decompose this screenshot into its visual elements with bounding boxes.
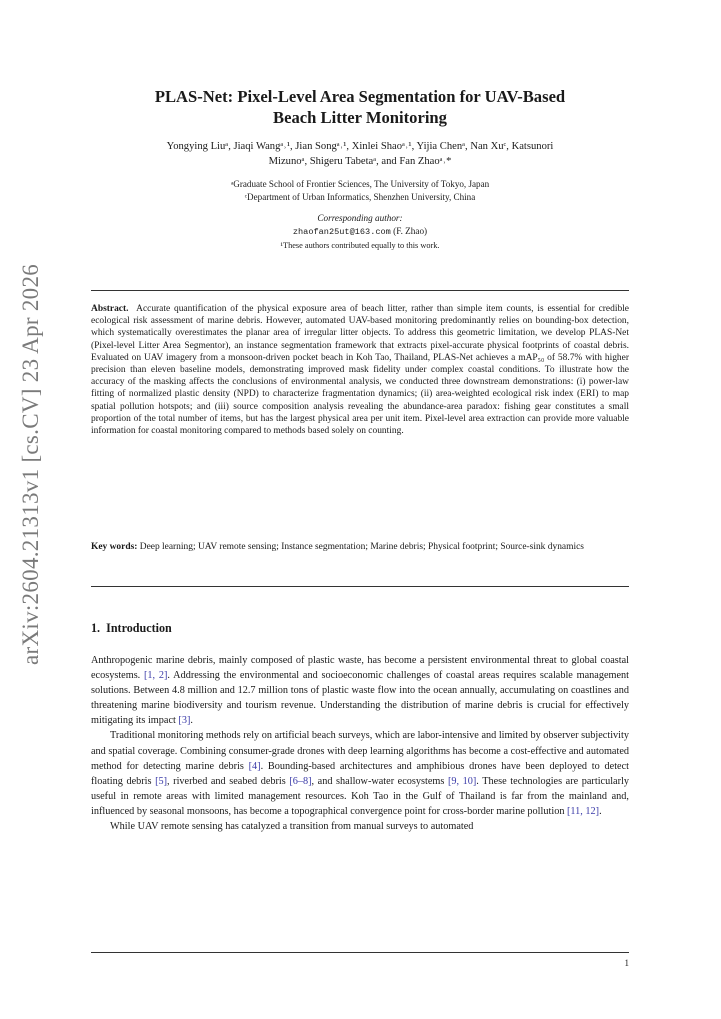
keywords-text: Deep learning; UAV remote sensing; Instance segmentation; Marine debris; Physical footprint; Source-sink dynamics — [139, 542, 584, 552]
title-line-2: Beach Litter Monitoring — [273, 108, 447, 127]
footer-rule — [91, 952, 629, 953]
section-number: 1. — [91, 621, 101, 635]
authors-line-2: Mizunoᵃ, Shigeru Tabetaᵃ, and Fan Zhaoᵃ˒* — [268, 156, 452, 167]
abstract-text: Accurate quantification of the physical exposure area of beach litter, rather than simple item counts, is essential for credible ecological risk assessment of marine debris. However, automated UAV-based monitoring predominantly relies on bounding-box detection, which systematically overestimates the planar area of irregular litter objects. To address this geometric limitation, we develop PLAS-Net (Pixel-level Litter Area Segmentor), an instance segmentation framework that extracts pixel-accurate physical footprints of coastal debris. Evaluated on UAV imagery from a monsoon-driven pocket beach in Koh Tao, Thailand, PLAS-Net achieves a mAP₅₀ of 58.7% with higher precision than eleven baseline models, demonstrating improved mask fidelity under complex coastal conditions. To illustrate how the accuracy of the masking affects the conclusions of environmental analysis, we conducted three downstream demonstrations: (i) power-law fitting of normalized plastic density (NPD) to characterize fragmentation dynamics; (ii) area-weighted ecological risk index (ERI) to map spatial pollution hotspots; and (iii) source composition analysis revealing the abundance-area paradox: fishing gear constitutes a small proportion of the total number of items, but has the largest physical area per unit item. Pixel-level area extraction can provide more valuable information for coastal monitoring compared to methods based solely on counting. — [91, 304, 629, 437]
intro-paragraph-1 — [91, 653, 629, 728]
authors-line-1: Yongying Liuᵃ, Jiaqi Wangᵃ˒¹, Jian Songᵃ˒¹, Xinlei Shaoᵃ˒¹, Yijia Chenᵃ, Nan Xuᶜ, Katsunori — [166, 141, 554, 152]
text-run: . — [190, 715, 193, 727]
author-list — [91, 139, 629, 169]
corresponding-author-line — [91, 225, 629, 239]
affiliation-a: ᵃGraduate School of Frontier Sciences, The University of Tokyo, Japan — [230, 179, 490, 189]
text-run: . Addressing the environmental and socioeconomic challenges of coastal areas requires scalable management solutions. Between 4.8 million and 12.7 million tons of plastic waste flow into the ocean annually, accumulating on coastlines and threatening marine biodiversity and tourism revenue. Understanding the distribution of marine debris is crucial for effectively mitigating its impact — [91, 670, 629, 727]
title-line-1: PLAS-Net: Pixel-Level Area Segmentation for UAV-Based — [154, 87, 566, 106]
abstract — [91, 303, 629, 437]
correspondence-block — [91, 212, 629, 252]
section-heading — [91, 620, 629, 636]
corresponding-name: (F. Zhao) — [390, 226, 428, 236]
introduction-body — [91, 653, 629, 834]
citation-link[interactable]: [5] — [155, 775, 168, 787]
citation-link[interactable]: [1, 2] — [144, 670, 168, 682]
citation-link[interactable]: [11, 12] — [567, 805, 600, 817]
text-run: . These technologies are particularly useful in remote areas with limited management resources. Koh Tao in the Gulf of Thailand is far from the mainland and, influenced by seasonal monsoons, has become a topographical convergence point for cross-border marine pollution — [91, 775, 629, 817]
affiliation-c: ᶜDepartment of Urban Informatics, Shenzhen University, China — [244, 192, 476, 202]
corresponding-email[interactable]: zhaofan25ut@163.com — [292, 227, 391, 237]
citation-link[interactable]: [3] — [178, 715, 191, 727]
page-number: 1 — [624, 958, 629, 968]
intro-paragraph-3: While UAV remote sensing has catalyzed a transition from manual surveys to automated — [110, 821, 474, 833]
section-title: Introduction — [106, 621, 172, 635]
top-rule — [91, 290, 629, 291]
text-run: , riverbed and seabed debris — [167, 775, 290, 787]
equal-contribution-note: ¹These authors contributed equally to this work. — [280, 241, 440, 250]
keywords — [91, 541, 629, 553]
text-run: . — [599, 805, 602, 817]
text-run: , and shallow-water ecosystems — [311, 775, 448, 787]
abstract-label: Abstract. — [91, 304, 129, 314]
text-run: Traditional monitoring methods rely on artificial beach surveys, which are labor-intensive and limited by observer subjectivity and spatial coverage. Combining consumer-grade drones with deep learning algorithms has become a cost-effective and automated method for detecting marine debris — [91, 730, 629, 772]
citation-link[interactable]: [4] — [248, 760, 261, 772]
text-run: Anthropogenic marine debris, mainly composed of plastic waste, has become a persistent environmental threat to global coastal ecosystems. — [91, 655, 629, 682]
citation-link[interactable]: [9, 10] — [447, 775, 477, 787]
corresponding-author-label: Corresponding author: — [317, 213, 403, 223]
arxiv-identifier: arXiv:2604.21313v1 [cs.CV] 23 Apr 2026 — [18, 263, 43, 665]
text-run: . Bounding-based architectures and amphibious drones have been deployed to detect floating debris — [91, 760, 629, 787]
bottom-rule — [91, 586, 629, 587]
paper-title — [91, 86, 629, 128]
citation-link[interactable]: [6–8] — [289, 775, 312, 787]
intro-paragraph-2 — [91, 728, 629, 819]
keywords-label: Key words: — [91, 542, 138, 552]
affiliations — [91, 178, 629, 204]
